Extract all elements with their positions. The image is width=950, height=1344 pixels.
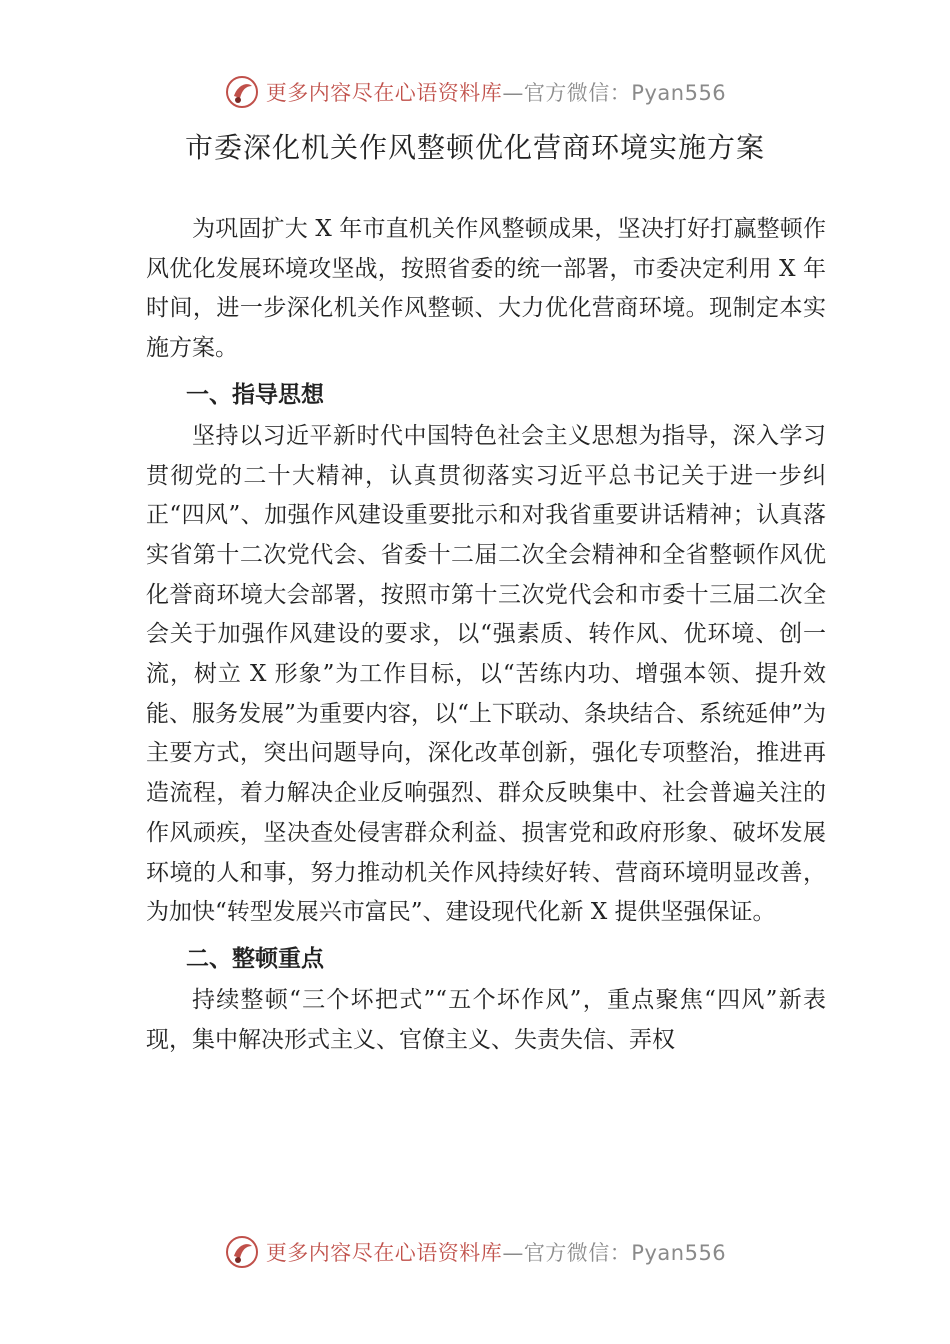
footer-watermark bbox=[0, 1230, 950, 1274]
section-paragraph-key-points: 持续整顿“三个坏把式”“五个坏作风”，重点聚焦“四风”新表现，集中解决形式主义、官僚主义、失责失信、弄权 bbox=[146, 986, 826, 1053]
section-paragraph-guiding-ideology: 坚持以习近平新时代中国特色社会主义思想为指导，深入学习贯彻党的二十大精神，认真贯彻落实习近平总书记关于进一步纠正“四风”、加强作风建设重要批示和对我省重要讲话精神；认真落实省第十二次党代会、省委十二届二次全会精神和全省整顿作风优化誉商环境大会部署，按照市第十三次党代会和市委十三届二次全会关于加强作风建设的要求，以“强素质、转作风、优环境、创一流，树立 X 形象”为工作目标，以“苦练内功、增强本领、提升效能、服务发展”为重要内容，以“上下联动、条块结合、系统延伸”为主要方式，突出问题导向，深化改革创新，强化专项整治，推进再造流程，着力解决企业反响强烈、群众反映集中、社会普遍关注的作风顽疾，坚决查处侵害群众利益、损害党和政府形象、破坏发展环境的人和事，努力推动机关作风持续好转、营商环境明显改善，为加快“转型发展兴市富民”、建设现代化新 X 提供坚强保证。 bbox=[146, 422, 826, 926]
brand-logo-icon bbox=[224, 74, 260, 110]
watermark-text: 更多内容尽在心语资料库—官方微信：Pyan556 bbox=[265, 81, 727, 105]
intro-paragraph: 为巩固扩大 X 年市直机关作风整顿成果，坚决打好打赢整顿作风优化发展环境攻坚战，按照省委的统一部署，市委决定利用 X 年时间，进一步深化机关作风整顿、大力优化营商环境。现制定本实施方案。 bbox=[146, 216, 826, 362]
watermark-text: 更多内容尽在心语资料库—官方微信：Pyan556 bbox=[265, 1241, 727, 1265]
document-title: 市委深化机关作风整顿优化营商环境实施方案 bbox=[184, 131, 765, 164]
header-watermark bbox=[0, 70, 950, 114]
section-heading-guiding-ideology: 一、指导思想 bbox=[186, 381, 324, 408]
section-heading-key-points: 二、整顿重点 bbox=[186, 945, 324, 972]
brand-logo-icon bbox=[224, 1234, 260, 1270]
document-body bbox=[146, 210, 826, 1060]
